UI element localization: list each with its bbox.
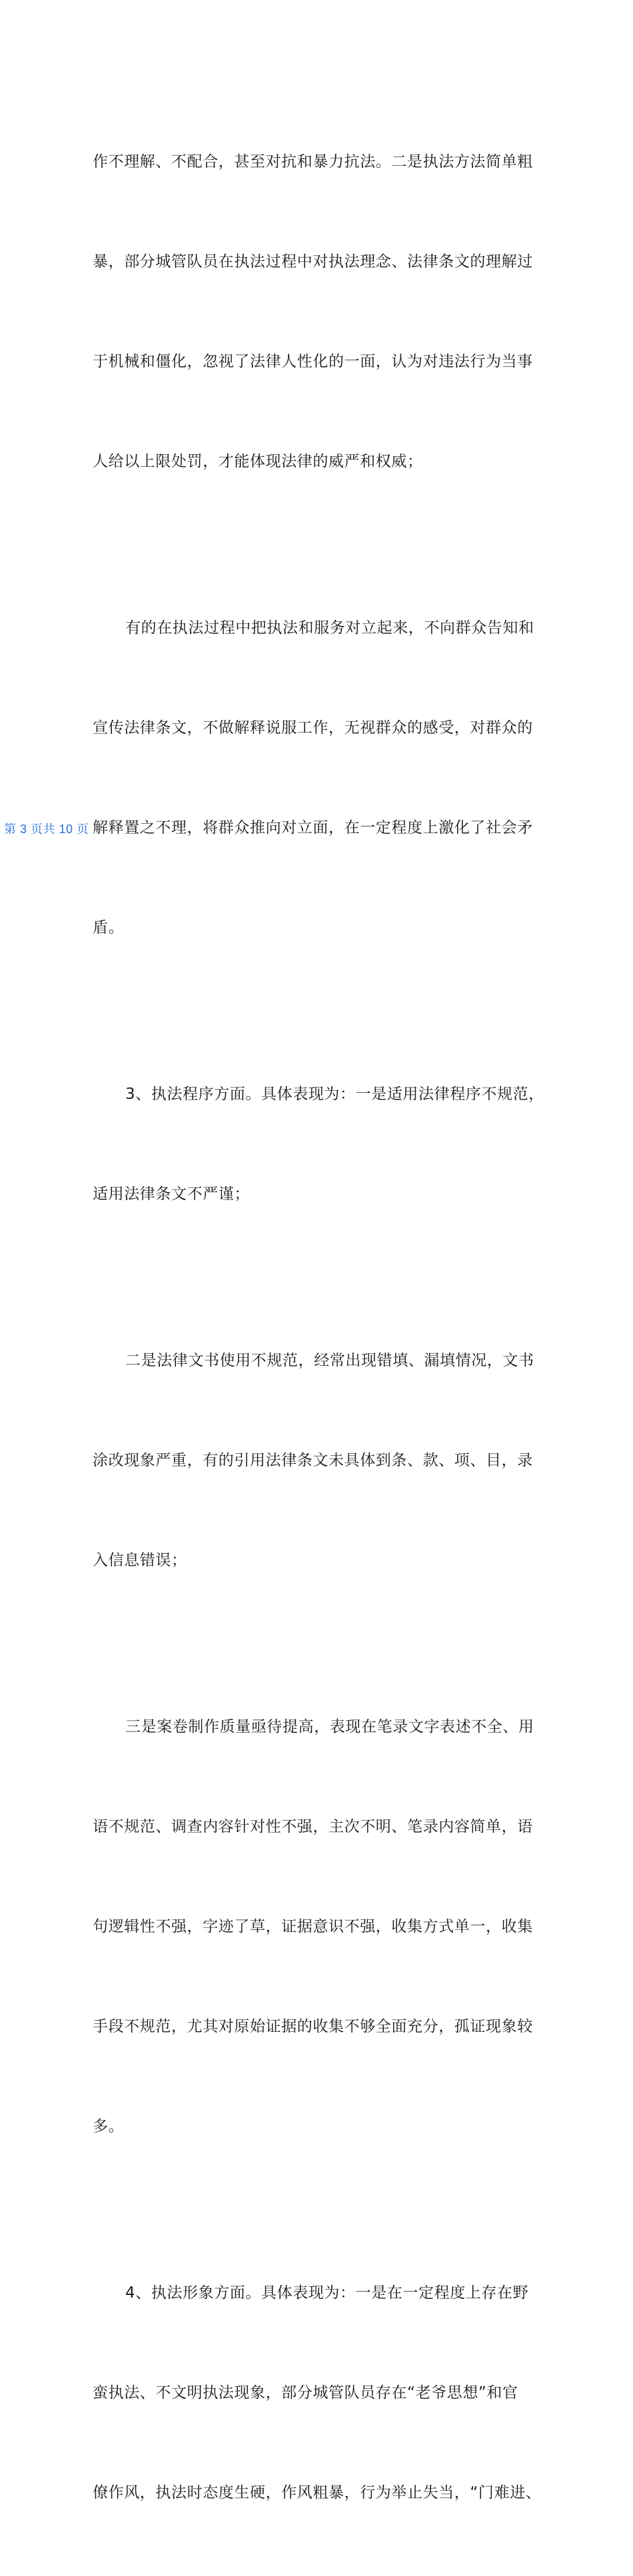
text-line: 宣传法律条文，不做解释说服工作，无视群众的感受，对群众的	[93, 719, 533, 737]
text-line: 二是法律文书使用不规范，经常出现错填、漏填情况，文书	[125, 1352, 534, 1369]
paragraph-1	[93, 79, 542, 545]
paragraph-2	[93, 545, 542, 1011]
text-line: 作不理解、不配合，甚至对抗和暴力抗法。二是执法方法简单粗	[93, 153, 533, 170]
text-line: 僚作风，执法时态度生硬，作风粗暴，行为举止失当，“门难进、	[93, 2484, 542, 2501]
text-line: 蛮执法、不文明执法现象，部分城管队员存在“老爷思想”和官	[93, 2384, 518, 2402]
text-line: 手段不规范，尤其对原始证据的收集不够全面充分，孤证现象较	[93, 2018, 533, 2035]
text-line: 有的在执法过程中把执法和服务对立起来，不向群众告知和	[125, 619, 534, 637]
text-line: 3、执法程序方面。具体表现为：一是适用法律程序不规范，	[125, 1086, 544, 1103]
text-line: 语不规范、调查内容针对性不强，主次不明、笔录内容简单，语	[93, 1818, 533, 1835]
text-line: 句逻辑性不强，字迹了草，证据意识不强，收集方式单一，收集	[93, 1918, 533, 1935]
text-line: 解释置之不理，将群众推向对立面，在一定程度上激化了社会矛	[93, 819, 533, 836]
text-line: 4、执法形象方面。具体表现为：一是在一定程度上存在野	[125, 2284, 529, 2302]
text-line: 多。	[93, 2118, 125, 2135]
text-line: 暴，部分城管队员在执法过程中对执法理念、法律条文的理解过	[93, 253, 533, 270]
text-line: 三是案卷制作质量亟待提高，表现在笔录文字表述不全、用	[125, 1718, 534, 1736]
paragraph-5	[93, 1644, 542, 2210]
paragraph-6	[93, 2210, 542, 2576]
text-line: 适用法律条文不严谨；	[93, 1185, 250, 1203]
paragraph-4	[93, 1277, 542, 1644]
paragraph-3	[93, 1011, 542, 1277]
text-line: 人给以上限处罚，才能体现法律的威严和权威；	[93, 453, 423, 470]
text-line: 盾。	[93, 919, 125, 936]
text-line: 入信息错误；	[93, 1552, 187, 1569]
document-body	[93, 79, 542, 2576]
text-line: 涂改现象严重，有的引用法律条文未具体到条、款、项、目，录	[93, 1452, 533, 1469]
text-line: 于机械和僵化，忽视了法律人性化的一面，认为对违法行为当事	[93, 353, 533, 370]
page-number: 第 3 页共 10 页	[4, 822, 89, 836]
